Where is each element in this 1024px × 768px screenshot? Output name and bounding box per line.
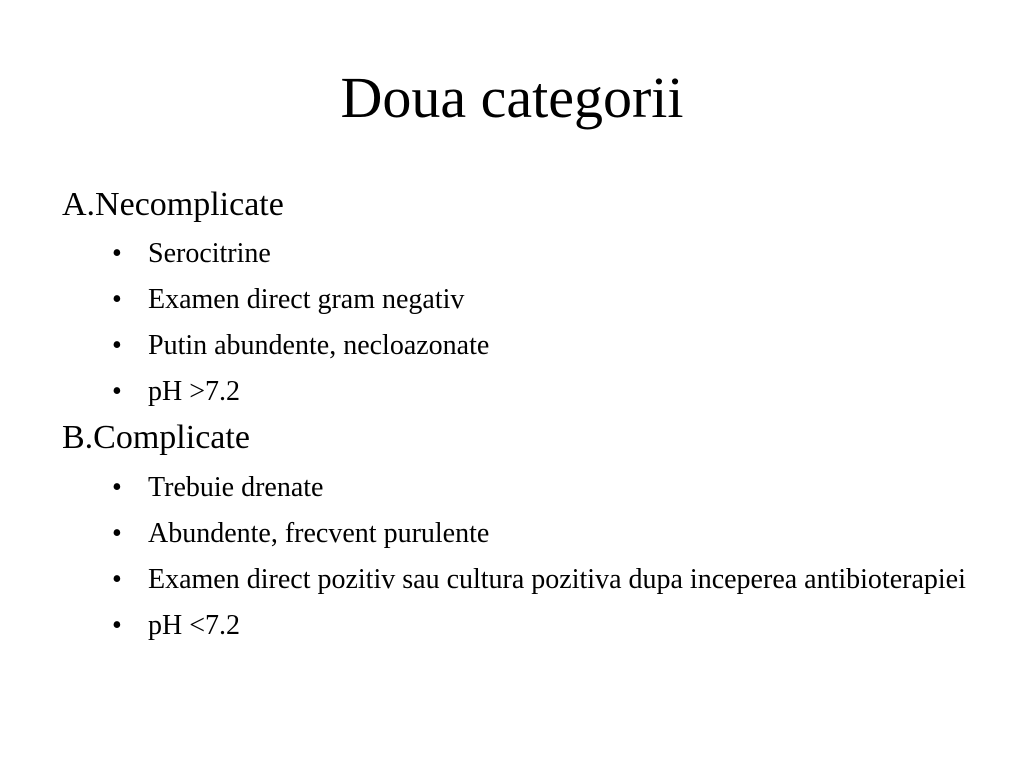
list-item-text: Examen direct pozitiv sau cultura pozitiva dupa inceperea antibioterapiei [148,564,966,595]
list-item [112,472,972,504]
bullet-icon: • [112,610,122,641]
section-heading-b: B.Complicate [62,419,250,456]
bullet-icon: • [112,518,122,549]
list-item-text: Examen direct gram negativ [148,284,465,315]
slide-title: Doua categorii [340,65,684,130]
list-item [112,238,972,270]
list-item-text: Putin abundente, necloazonate [148,330,490,361]
list-item [112,376,972,408]
list-item-text: Abundente, frecvent purulente [148,518,490,549]
bullet-icon: • [112,376,122,407]
list-item [112,518,972,550]
list-item-text: pH >7.2 [148,376,241,407]
bullet-icon: • [112,238,122,269]
bullet-icon: • [112,564,122,595]
section-heading-a: A.Necomplicate [62,186,284,223]
list-item [112,284,972,316]
list-item-text: pH <7.2 [148,610,241,641]
bullet-icon: • [112,472,122,503]
list-item [112,564,972,596]
list-item-text: Trebuie drenate [148,472,324,503]
list-item [112,610,972,642]
bullet-icon: • [112,284,122,315]
bullet-list-a [112,238,972,422]
bullet-icon: • [112,330,122,361]
list-item-text: Serocitrine [148,238,271,269]
list-item [112,330,972,362]
bullet-list-b [112,472,972,656]
